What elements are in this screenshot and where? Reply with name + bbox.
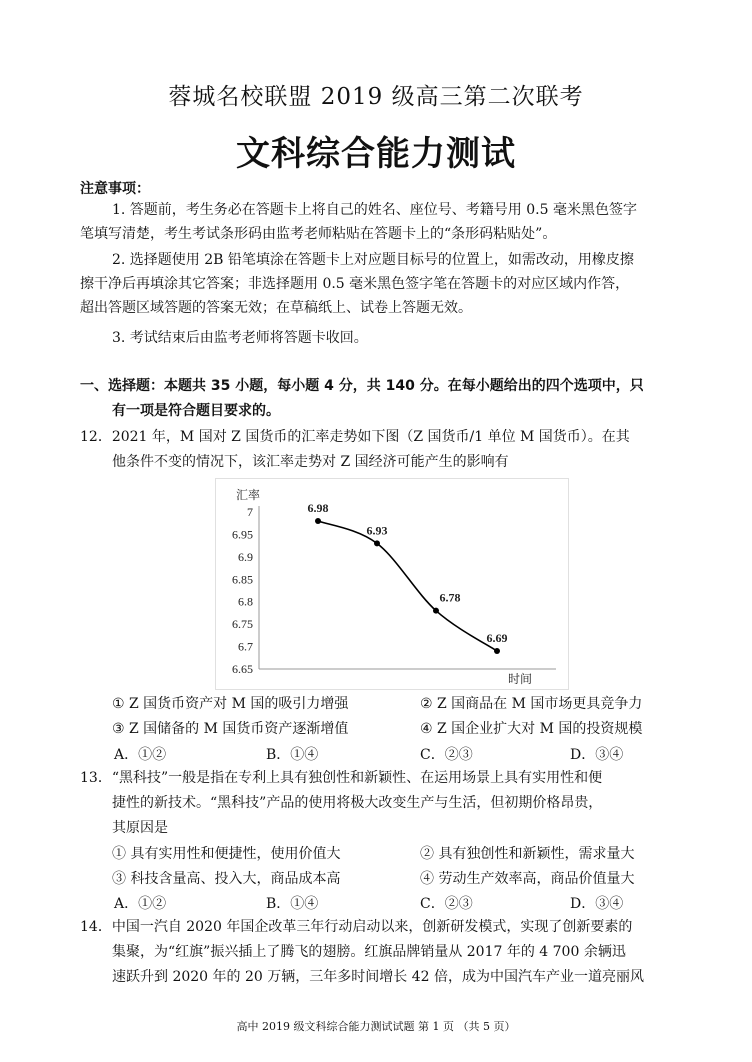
question-13 [80, 766, 602, 841]
y-axis-label: 汇率 [236, 488, 261, 502]
section-heading [80, 374, 644, 424]
note-1-line-1: 1. 答题前，考生务必在答题卡上将自己的姓名、座位号、考籍号用 0.5 毫米黑色签字 [112, 202, 637, 218]
note-2-line-2: 擦干净后再填涂其它答案；非选择题用 0.5 毫米黑色签字笔在答题卡的对应区域内作答， [80, 276, 630, 292]
question-14-line-3: 速跃升到 2020 年的 20 万辆，三年多时间增长 42 倍，成为中国汽车产业一道亮丽风 [112, 969, 644, 985]
q12-choice-c: C．②③ [420, 747, 473, 763]
notes-heading: 注意事项： [80, 181, 150, 197]
note-3: 3. 考试结束后由监考老师将答题卡收回。 [112, 330, 368, 346]
note-2-line-1: 2. 选择题使用 2B 铅笔填涂在答题卡上对应题目标号的位置上，如需改动，用橡皮擦 [112, 252, 634, 268]
note-2 [80, 248, 634, 320]
q13-choice-b: B．①④ [266, 896, 319, 912]
q12-statement-1: ① Z 国货币资产对 M 国的吸引力增强 [112, 696, 349, 712]
q12-choice-d: D．③④ [570, 747, 624, 763]
x-axis-label: 时间 [508, 672, 533, 686]
y-tick-label: 7 [247, 505, 253, 519]
y-tick-label: 6.8 [238, 594, 253, 609]
q13-statement-4: ④ 劳动生产效率高，商品价值量大 [420, 871, 635, 887]
q12-statement-4: ④ Z 国企业扩大对 M 国的投资规模 [420, 721, 643, 737]
data-point [374, 540, 380, 546]
note-2-line-3: 超出答题区域答题的答案无效；在草稿纸上、试卷上答题无效。 [80, 300, 472, 316]
section-line-2: 有一项是符合题目要求的。 [112, 403, 280, 419]
question-13-number: 13． [80, 770, 112, 786]
question-14-number: 14． [80, 919, 112, 935]
question-12 [80, 425, 630, 475]
q13-statement-2: ② 具有独创性和新颖性，需求量大 [420, 846, 635, 862]
y-tick-label: 6.9 [238, 549, 253, 564]
page-footer: 高中 2019 级文科综合能力测试试题 第 1 页 （共 5 页） [236, 1020, 516, 1033]
q13-choice-d: D．③④ [570, 896, 624, 912]
q12-choice-a: A．①② [114, 747, 167, 763]
q13-statement-1: ① 具有实用性和便捷性，使用价值大 [112, 846, 341, 862]
data-point [494, 648, 500, 654]
data-label: 6.93 [366, 523, 388, 538]
exam-title: 蓉城名校联盟 2019 级高三第二次联考 [168, 84, 584, 110]
y-tick-label: 6.65 [232, 662, 253, 676]
question-14 [80, 915, 644, 990]
y-tick-label: 6.95 [232, 527, 253, 542]
y-tick-label: 6.7 [238, 639, 253, 654]
data-point [433, 608, 439, 614]
note-1 [80, 198, 637, 246]
data-label: 6.69 [486, 631, 508, 646]
y-tick-label: 6.85 [232, 572, 253, 587]
q12-statement-2: ② Z 国商品在 M 国市场更具竞争力 [420, 696, 643, 712]
data-point [315, 518, 321, 524]
question-13-line-1: “黑科技”一般是指在专利上具有独创性和新颖性、在运用场景上具有实用性和便 [111, 770, 603, 786]
exchange-rate-chart [215, 478, 569, 690]
question-12-number: 12． [80, 429, 112, 445]
note-1-line-2: 笔填写清楚，考生考试条形码由监考老师粘贴在答题卡上的“条形码粘贴处”。 [80, 226, 557, 242]
exam-subtitle: 文科综合能力测试 [236, 134, 516, 174]
y-tick-label: 6.75 [232, 617, 253, 632]
q13-statement-3: ③ 科技含量高、投入大，商品成本高 [112, 871, 341, 887]
question-14-line-2: 集聚，为“红旗”振兴插上了腾飞的翅膀。红旗品牌销量从 2017 年的 4 700 余辆迅 [112, 944, 626, 960]
data-label: 6.78 [439, 590, 461, 605]
data-label: 6.98 [307, 500, 329, 515]
question-13-line-3: 其原因是 [112, 820, 168, 836]
question-14-line-1: 中国一汽自 2020 年国企改革三年行动启动以来，创新研发模式，实现了创新要素的 [111, 919, 633, 935]
q13-choice-c: C．②③ [420, 896, 473, 912]
section-line-1: 一、选择题：本题共 35 小题，每小题 4 分，共 140 分。在每小题给出的四个选项中，只 [80, 378, 644, 394]
q12-choice-b: B．①④ [266, 747, 319, 763]
q13-choice-a: A．①② [114, 896, 167, 912]
question-12-line-1: 2021 年，M 国对 Z 国货币的汇率走势如下图（Z 国货币/1 单位 M 国货币）。在其 [111, 429, 630, 445]
question-12-line-2: 他条件不变的情况下，该汇率走势对 Z 国经济可能产生的影响有 [112, 454, 509, 470]
rate-line [318, 521, 497, 651]
question-13-line-2: 捷性的新技术。“黑科技”产品的使用将极大改变生产与生活，但初期价格昂贵， [112, 795, 603, 811]
q12-statement-3: ③ Z 国储备的 M 国货币资产逐渐增值 [112, 721, 349, 737]
chart-svg [216, 479, 568, 689]
